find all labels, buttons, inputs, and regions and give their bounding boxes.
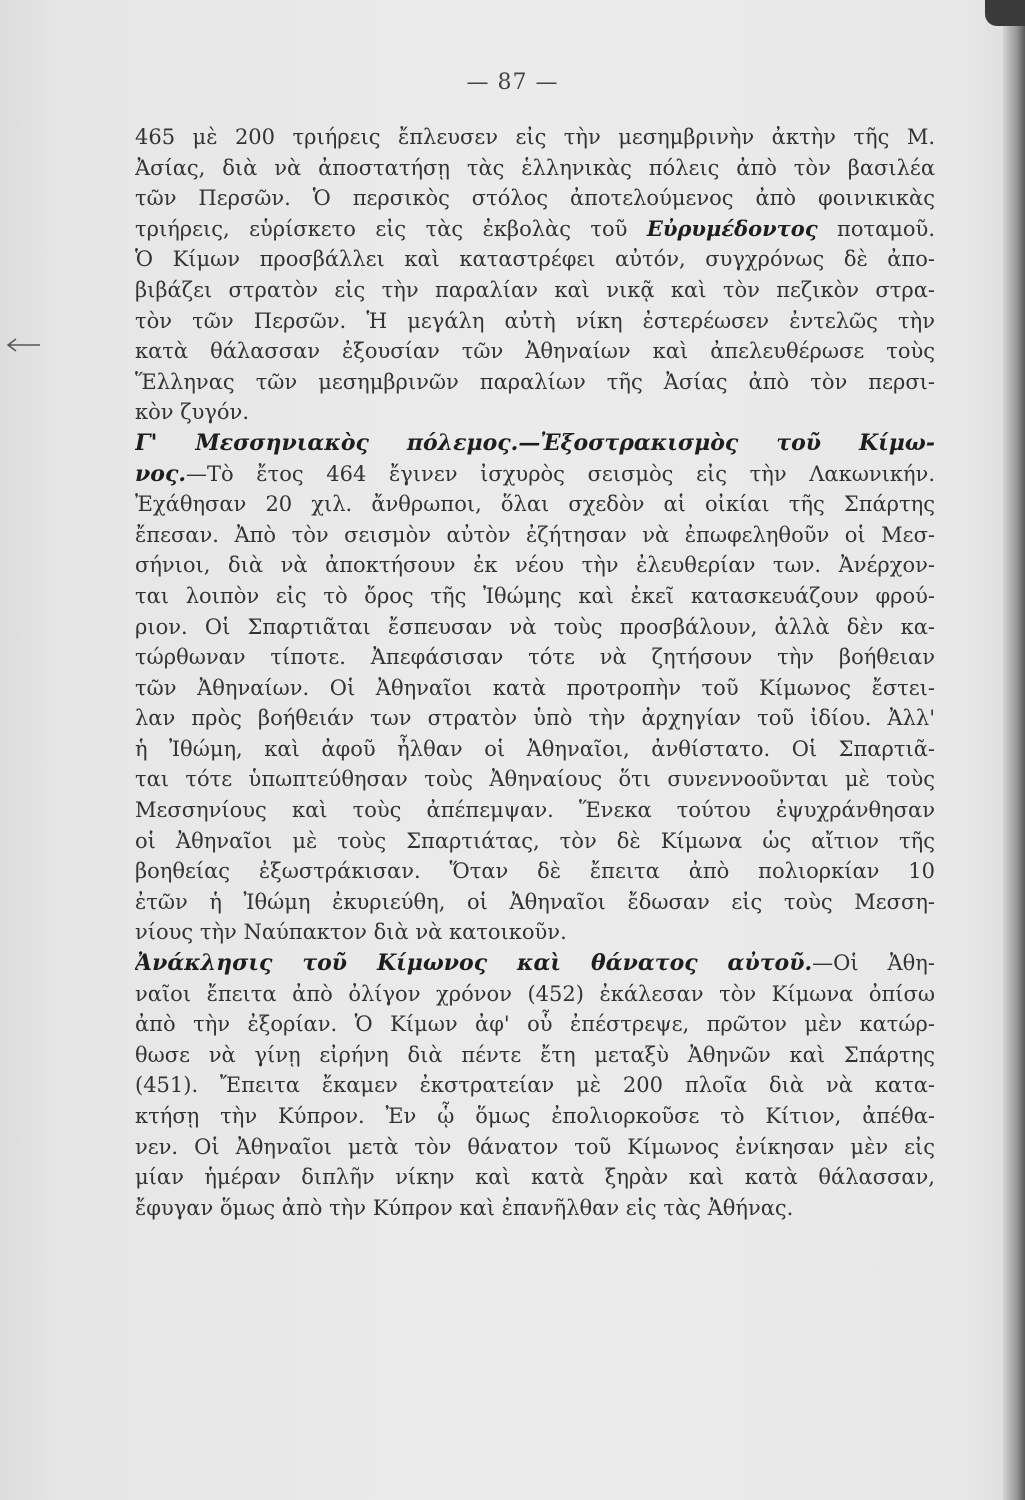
text-line: Ἀνάκλησις τοῦ Κίμωνος καὶ θάνατος αὐτοῦ.—Οἱ Ἀθη- [135, 950, 935, 977]
text-line: 465 μὲ 200 τριήρεις ἔπλευσεν εἰς τὴν μεσημβρινὴν ἀκτὴν τῆς Μ. [135, 125, 935, 149]
text-line: κατὰ θάλασσαν ἐξουσίαν τῶν Ἀθηναίων καὶ ἀπελευθέρωσε τοὺς [135, 339, 935, 364]
text-line: τὸν τῶν Περσῶν. Ἡ μεγάλη αὐτὴ νίκη ἐστερέωσεν ἐντελῶς τὴν [135, 308, 935, 333]
text-line: ἡ Ἰθώμη, καὶ ἀφοῦ ἦλθαν οἱ Ἀθηναῖοι, ἀνθίστατο. Οἱ Σπαρτιᾶ- [135, 736, 935, 761]
text-line: τριήρεις, εὑρίσκετο εἰς τὰς ἐκβολὰς τοῦ Εὐρυμέδοντος ποταμοῦ. [135, 215, 935, 241]
text-line: θωσε νὰ γίνῃ εἰρήνη διὰ πέντε ἔτη μεταξὺ Ἀθηνῶν καὶ Σπάρτης [135, 1042, 935, 1067]
text-line: ἔπεσαν. Ἀπὸ τὸν σεισμὸν αὐτὸν ἐζήτησαν νὰ ἐπωφεληθοῦν οἱ Μεσ- [135, 522, 935, 547]
text-line: βοηθείας ἐξωστράκισαν. Ὅταν δὲ ἔπειτα ἀπὸ πολιορκίαν 10 [135, 859, 935, 884]
text-line [135, 428, 935, 459]
text-line: Μεσσηνίους καὶ τοὺς ἀπέπεμψαν. Ἕνεκα τούτου ἐψυχράνθησαν [135, 798, 935, 823]
text-line: τώρθωναν τίποτε. Ἀπεφάσισαν τότε νὰ ζητήσουν τὴν βοήθειαν [135, 645, 935, 670]
text-line: Ἐχάθησαν 20 χιλ. ἄνθρωποι, ὅλαι σχεδὸν αἱ οἰκίαι τῆς Σπάρτης [135, 492, 935, 517]
text-line: Ὁ Κίμων προσβάλλει καὶ καταστρέφει αὐτόν, συγχρόνως δὲ ἀπο- [135, 247, 935, 272]
text-line: νεν. Οἱ Ἀθηναῖοι μετὰ τὸν θάνατον τοῦ Κίμωνος ἐνίκησαν μὲν εἰς [135, 1134, 935, 1159]
margin-arrow-mark [6, 333, 46, 357]
text-line: κὸν ζυγόν. [135, 400, 249, 425]
text-line: βιβάζει στρατὸν εἰς τὴν παραλίαν καὶ νικᾷ καὶ τὸν πεζικὸν στρα- [135, 277, 935, 302]
emphasized-text: Εὐρυμέδοντος [646, 215, 818, 241]
text-line: τῶν Ἀθηναίων. Οἱ Ἀθηναῖοι κατὰ προτροπὴν τοῦ Κίμωνος ἔστει- [135, 675, 935, 700]
page-edge-shadow [1003, 0, 1025, 1500]
body-text [135, 122, 935, 1223]
text-line: (451). Ἔπειτα ἔκαμεν ἐκστρατείαν μὲ 200 πλοῖα διὰ νὰ κατα- [135, 1073, 935, 1098]
text-line: κτήσῃ τὴν Κύπρον. Ἐν ᾧ ὅμως ἐπολιορκοῦσε τὸ Κίτιον, ἀπέθα- [135, 1104, 935, 1128]
section-heading: Ἀνάκλησις τοῦ Κίμωνος καὶ θάνατος αὐτοῦ. [135, 950, 813, 977]
text-line: νος.—Τὸ ἔτος 464 ἔγινεν ἰσχυρὸς σεισμὸς εἰς τὴν Λακωνικήν. [135, 460, 935, 487]
text-line: ἀπὸ τὴν ἐξορίαν. Ὁ Κίμων ἀφ' οὗ ἐπέστρεψε, πρῶτον μὲν κατώρ- [135, 1012, 935, 1037]
text-line: σήνιοι, διὰ νὰ ἀποκτήσουν ἐκ νέου τὴν ἐλευθερίαν των. Ἀνέρχον- [135, 553, 935, 578]
text-line: ἔφυγαν ὅμως ἀπὸ τὴν Κύπρον καὶ ἐπανῆλθαν εἰς τὰς Ἀθήνας. [135, 1195, 794, 1220]
text-line: Ἕλληνας τῶν μεσημβρινῶν παραλίων τῆς Ἀσίας ἀπὸ τὸν περσι- [135, 369, 935, 394]
text-line: μίαν ἡμέραν διπλῆν νίκην καὶ κατὰ ξηρὰν καὶ κατὰ θάλασσαν, [135, 1165, 935, 1190]
text-line: λαν πρὸς βοήθειάν των στρατὸν ὑπὸ τὴν ἀρχηγίαν τοῦ ἰδίου. Ἀλλ' [135, 706, 935, 731]
section-heading: Γ' Μεσσηνιακὸς πόλεμος.—Ἐξοστρακισμὸς τοῦ Κίμω- [135, 429, 935, 456]
text-line: ναῖοι ἔπειτα ἀπὸ ὀλίγον χρόνον (452) ἐκάλεσαν τὸν Κίμωνα ὀπίσω [135, 981, 935, 1006]
text-line: ριον. Οἱ Σπαρτιᾶται ἔσπευσαν νὰ τοὺς προσβάλουν, ἀλλὰ δὲν κα- [135, 614, 935, 639]
text-line: ται λοιπὸν εἰς τὸ ὄρος τῆς Ἰθώμης καὶ ἐκεῖ κατασκευάζουν φρού- [135, 583, 935, 608]
page-number: — 87 — [466, 70, 559, 95]
text-line: τῶν Περσῶν. Ὁ περσικὸς στόλος ἀποτελούμενος ἀπὸ φοινικικὰς [135, 186, 935, 211]
section-heading: νος. [135, 460, 186, 487]
page-corner [985, 0, 1025, 26]
text-line: νίους τὴν Ναύπακτον διὰ νὰ κατοικοῦν. [135, 920, 567, 945]
text-line: Ἀσίας, διὰ νὰ ἀποστατήσῃ τὰς ἑλληνικὰς πόλεις ἀπὸ τὸν βασιλέα [135, 155, 935, 180]
text-line: ται τότε ὑπωπτεύθησαν τοὺς Ἀθηναίους ὅτι συνεννοοῦνται μὲ τοὺς [135, 767, 935, 792]
text-line: οἱ Ἀθηναῖοι μὲ τοὺς Σπαρτιάτας, τὸν δὲ Κίμωνα ὡς αἴτιον τῆς [135, 828, 935, 853]
text-line: ἐτῶν ἡ Ἰθώμη ἐκυριεύθη, οἱ Ἀθηναῖοι ἔδωσαν εἰς τοὺς Μεσση- [135, 889, 935, 914]
